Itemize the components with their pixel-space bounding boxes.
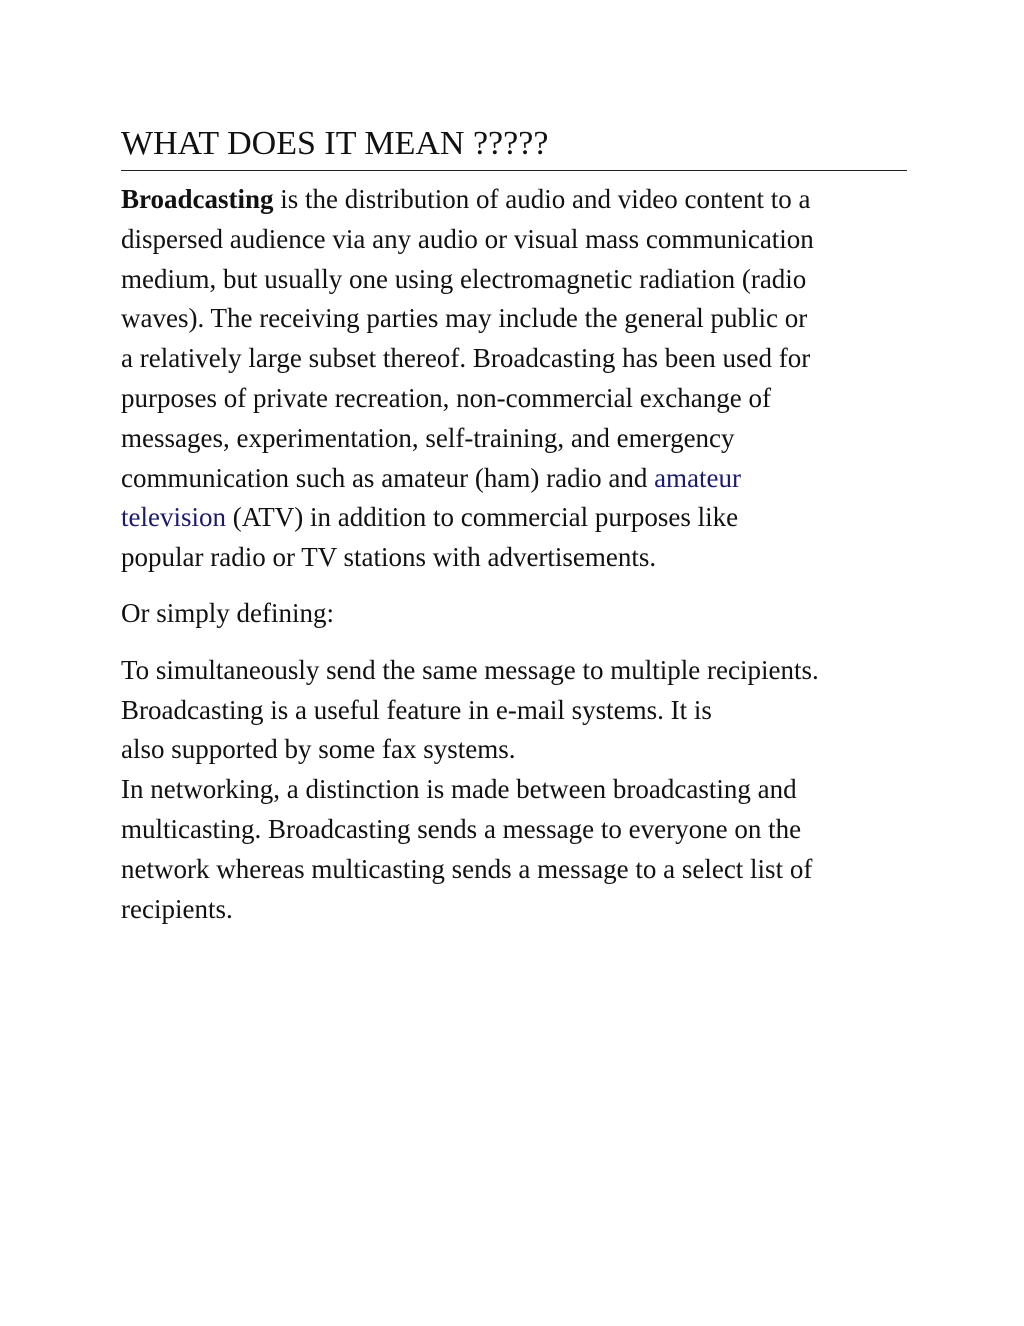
page-title: WHAT DOES IT MEAN ????? — [121, 125, 549, 162]
paragraph-line: To simultaneously send the same message to multiple recipients. — [121, 654, 819, 685]
paragraph-line: multicasting. Broadcasting sends a message to everyone on the — [121, 813, 802, 844]
paragraph-line: popular radio or TV stations with advertisements. — [121, 542, 657, 573]
paragraph-line: also supported by some fax systems. — [121, 734, 516, 765]
paragraph-line: dispersed audience via any audio or visual mass communication — [121, 223, 814, 254]
term-broadcasting: Broadcasting — [121, 184, 274, 214]
paragraph-line: communication such as amateur (ham) radio and amateur — [121, 462, 742, 493]
paragraph-line: Broadcasting is the distribution of audio and video content to a — [121, 184, 811, 214]
paragraph-line: a relatively large subset thereof. Broadcasting has been used for — [121, 343, 811, 374]
paragraph-line: purposes of private recreation, non-commercial exchange of — [121, 382, 771, 413]
simple-definition-intro: Or simply defining: — [121, 597, 334, 628]
paragraph-line: waves). The receiving parties may include the general public or — [121, 303, 808, 334]
broadcasting-definition-paragraph — [121, 180, 907, 578]
document-page — [121, 118, 907, 929]
heading-divider — [121, 170, 907, 171]
paragraph-line: In networking, a distinction is made between broadcasting and — [121, 774, 797, 805]
paragraph-line: medium, but usually one using electromagnetic radiation (radio — [121, 263, 807, 294]
paragraph-line: Broadcasting is a useful feature in e-mail systems. It is — [121, 694, 712, 725]
paragraph-line: recipients. — [121, 893, 233, 924]
paragraph-line: network whereas multicasting sends a message to a select list of — [121, 853, 813, 884]
paragraph-line: television (ATV) in addition to commercial purposes like — [121, 502, 739, 533]
amateur-television-link[interactable]: amateur — [654, 462, 742, 493]
paragraph-line: messages, experimentation, self-training, and emergency — [121, 422, 735, 453]
simple-definition-paragraph — [121, 651, 907, 930]
amateur-television-link[interactable]: television — [121, 502, 226, 533]
